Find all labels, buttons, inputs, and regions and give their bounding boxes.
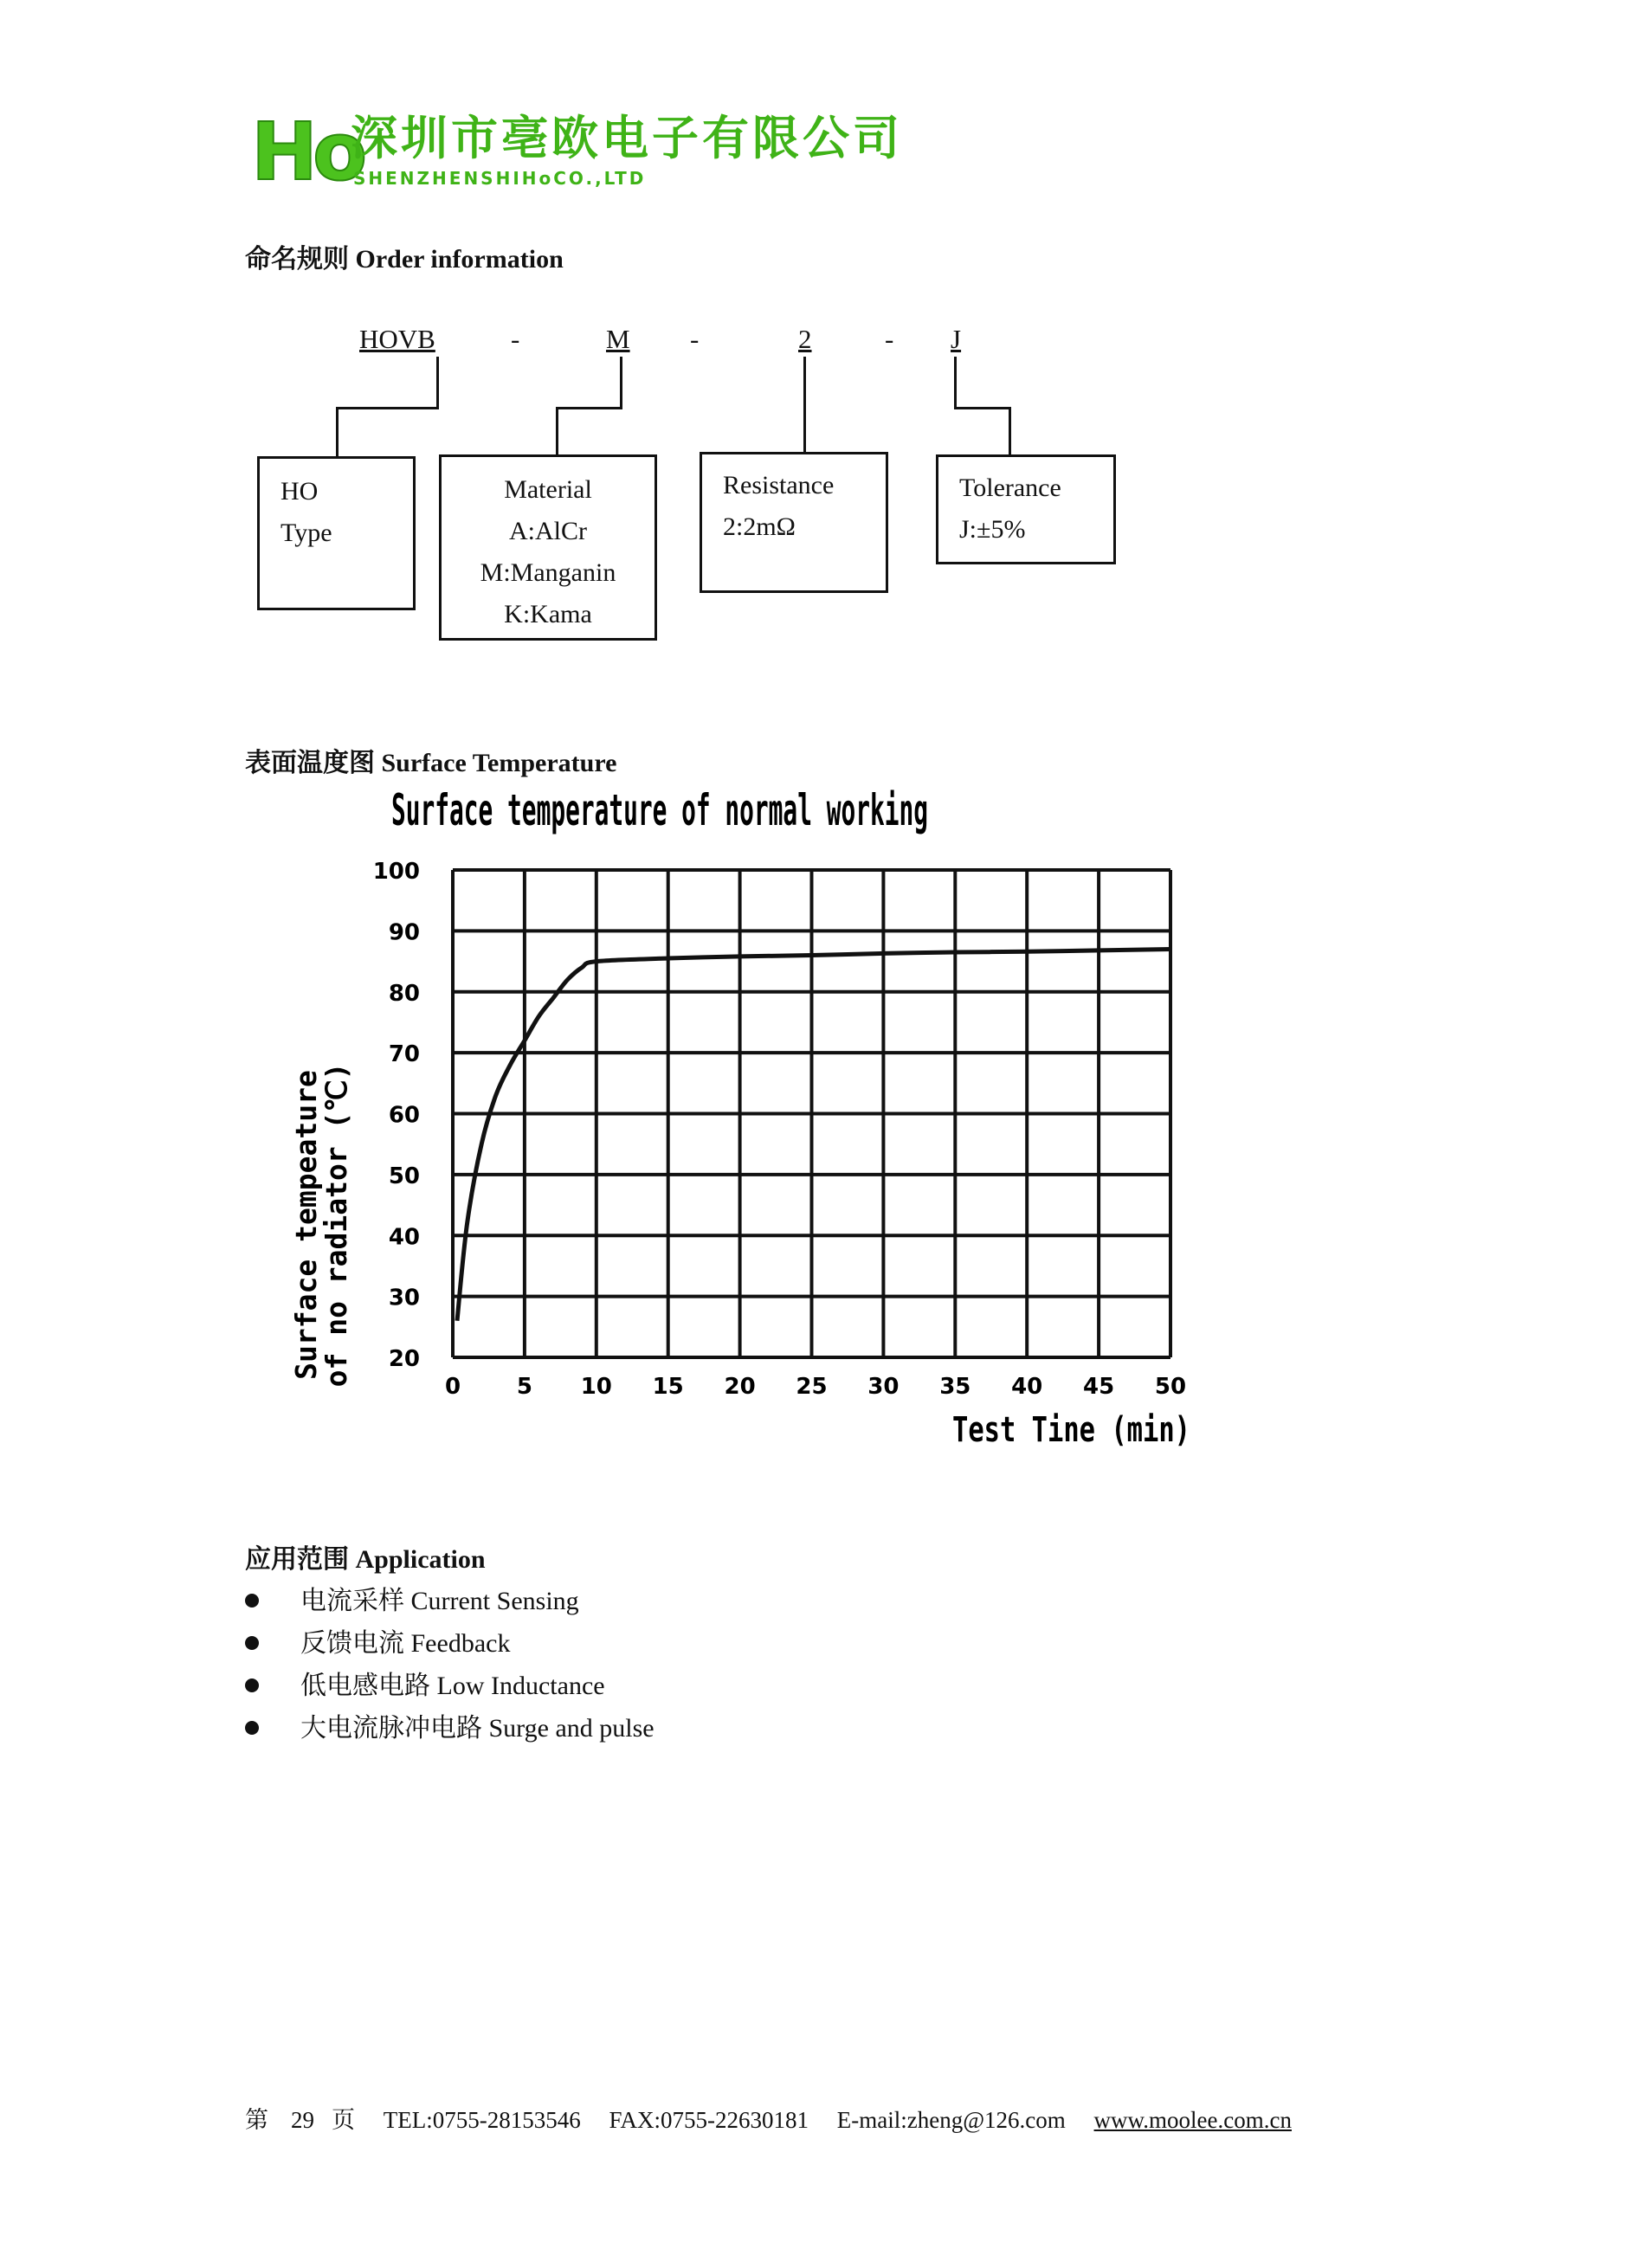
x-tick-label: 35 (939, 1374, 971, 1400)
y-tick-label: 80 (388, 980, 420, 1007)
x-tick-label: 5 (516, 1374, 532, 1400)
page-suffix: 页 (332, 2107, 355, 2133)
page-footer (245, 2101, 1314, 2135)
footer-tel: TEL:0755-28153546 (383, 2107, 581, 2133)
surface-temp-chart (260, 770, 1212, 1463)
tolerance-box (936, 454, 1116, 564)
connector (1009, 407, 1011, 455)
resistance-box-line: 2:2mΩ (723, 512, 796, 541)
company-name-en: SHENZHENSHIHoCO.,LTD (353, 168, 647, 189)
code-separator: - (511, 324, 520, 354)
material-box (439, 454, 657, 641)
application-title: 应用范围 Application (245, 1545, 486, 1574)
y-tick-label: 50 (388, 1163, 420, 1189)
connector (556, 407, 622, 409)
footer-website-link[interactable]: www.moolee.com.cn (1093, 2107, 1292, 2133)
y-tick-label: 30 (388, 1285, 420, 1311)
material-box-line: Material (504, 475, 592, 504)
application-item (245, 1621, 510, 1659)
page-prefix: 第 (245, 2107, 268, 2133)
y-tick-label: 40 (388, 1224, 420, 1251)
bullet-icon (245, 1721, 259, 1735)
code-part-type: HOVB (359, 324, 435, 354)
order-info-title: 命名规则 Order information (245, 245, 564, 274)
chart-ylabel: of no radiator (℃) (319, 1062, 353, 1388)
y-tick-label: 70 (388, 1041, 420, 1068)
y-tick-label: 20 (388, 1346, 420, 1372)
tolerance-box-line: Tolerance (959, 474, 1061, 502)
type-box-line: Type (281, 519, 332, 547)
footer-email[interactable]: E-mail:zheng@126.com (836, 2107, 1066, 2133)
bullet-icon (245, 1636, 259, 1650)
application-item (245, 1706, 655, 1744)
connector (556, 407, 558, 457)
application-item-label: 反馈电流 Feedback (300, 1629, 511, 1658)
y-tick-label: 100 (372, 859, 420, 885)
application-item-label: 低电感电路 Low Inductance (300, 1672, 605, 1700)
x-tick-label: 0 (444, 1374, 461, 1400)
material-box-line: M:Manganin (480, 558, 616, 587)
type-box-line: HO (281, 477, 319, 506)
temperature-series-line (457, 950, 1170, 1321)
connector (436, 357, 439, 409)
x-tick-label: 30 (867, 1374, 900, 1400)
x-tick-label: 20 (724, 1374, 756, 1400)
material-box-line: A:AlCr (509, 517, 587, 545)
resistance-box (700, 452, 888, 593)
connector (336, 407, 339, 457)
code-part-material: M (606, 324, 630, 354)
chart-ylabel: Surface tempeature (289, 1070, 323, 1380)
connector (954, 407, 1011, 409)
chart-title: Surface temperature of normal working (391, 785, 928, 835)
chart-xlabel: Test Tine (min) (952, 1410, 1190, 1450)
code-separator: - (690, 324, 700, 354)
application-item (245, 1579, 579, 1617)
footer-fax: FAX:0755-22630181 (609, 2107, 809, 2133)
bullet-icon (245, 1678, 259, 1692)
connector (954, 357, 957, 409)
code-separator: - (885, 324, 894, 354)
bullet-icon (245, 1594, 259, 1608)
code-part-resistance: 2 (798, 324, 812, 354)
type-box (257, 456, 416, 610)
x-tick-label: 50 (1154, 1374, 1187, 1400)
code-part-tolerance: J (951, 324, 962, 354)
x-tick-label: 45 (1083, 1374, 1115, 1400)
company-name-cn: 深圳市亳欧电子有限公司 (351, 111, 903, 165)
application-item-label: 大电流脉冲电路 Surge and pulse (300, 1714, 655, 1743)
tolerance-box-line: J:±5% (959, 515, 1026, 544)
connector (336, 407, 439, 409)
application-item-label: 电流采样 Current Sensing (300, 1587, 579, 1615)
material-box-line: K:Kama (504, 600, 592, 628)
x-tick-label: 10 (580, 1374, 612, 1400)
x-tick-label: 15 (652, 1374, 684, 1400)
x-tick-label: 40 (1011, 1374, 1043, 1400)
y-tick-label: 90 (388, 919, 420, 946)
company-logo-mark: Ho (251, 106, 363, 198)
surface-temp-title: 表面温度图 Surface Temperature (245, 749, 617, 777)
resistance-box-line: Resistance (723, 471, 835, 499)
page-number: 29 (291, 2107, 314, 2133)
application-item (245, 1664, 605, 1702)
connector (620, 357, 622, 409)
y-tick-label: 60 (388, 1102, 420, 1129)
connector (803, 357, 806, 454)
x-tick-label: 25 (796, 1374, 828, 1400)
